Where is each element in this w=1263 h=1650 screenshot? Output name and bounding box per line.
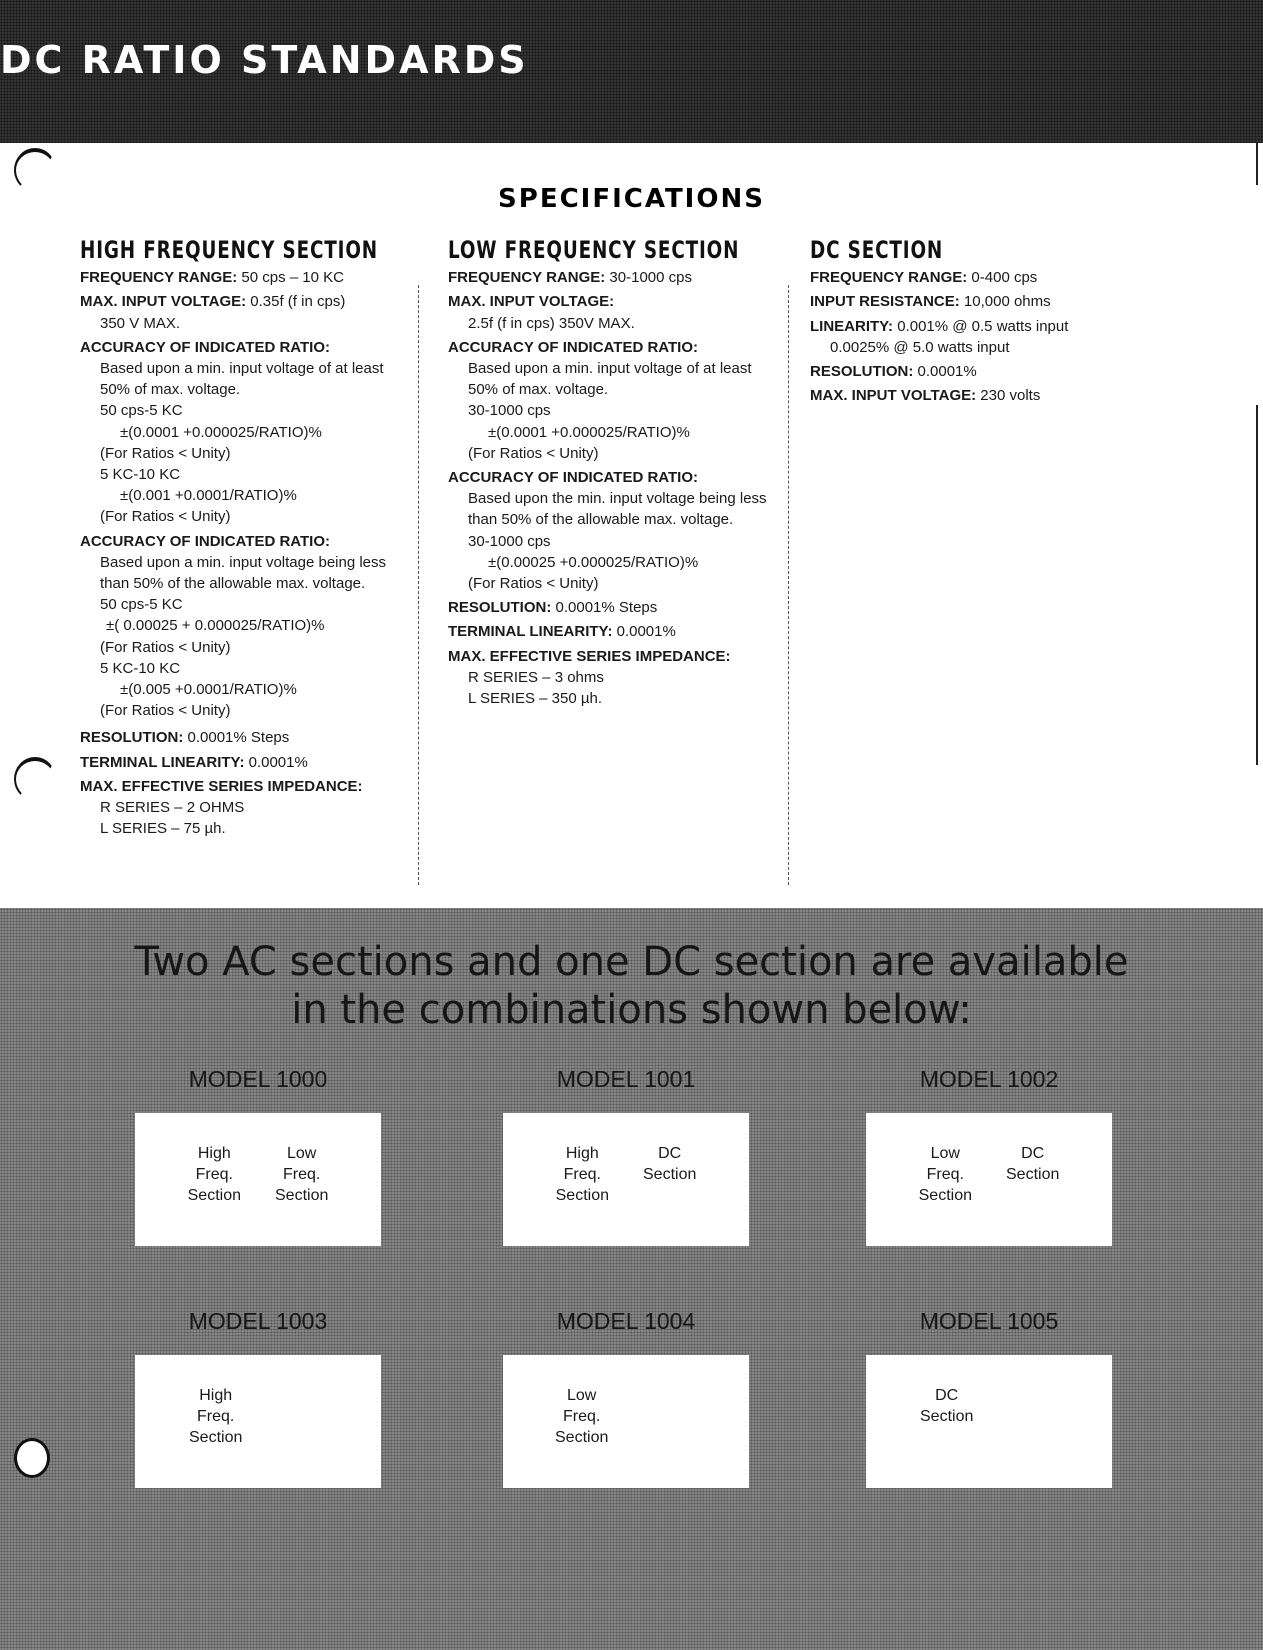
model-card xyxy=(503,1308,749,1488)
combinations-heading: Two AC sections and one DC section are available in the combinations shown below: xyxy=(134,939,1129,1033)
binder-hole-icon xyxy=(14,1438,50,1478)
low-frequency-section xyxy=(448,236,768,712)
model-card xyxy=(135,1066,381,1246)
section-label: Low Freq. Section xyxy=(918,1145,972,1204)
page-title: DC RATIO STANDARDS xyxy=(0,38,529,82)
model-box xyxy=(503,1113,749,1246)
spec-item: TERMINAL LINEARITY: 0.0001% xyxy=(448,623,676,641)
model-name: MODEL 1002 xyxy=(919,1066,1059,1092)
high-frequency-section xyxy=(80,236,400,842)
column-divider xyxy=(418,285,419,885)
section-title: HIGH FREQUENCY SECTION xyxy=(80,236,378,264)
spec-item: LINEARITY: 0.001% @ 0.5 watts input 0.0025% @ 5.0 watts input xyxy=(810,317,1069,356)
spec-item: RESOLUTION: 0.0001% Steps xyxy=(448,599,658,617)
model-name: MODEL 1005 xyxy=(919,1308,1059,1334)
spec-item: FREQUENCY RANGE: 30-1000 cps xyxy=(448,269,692,287)
column-divider xyxy=(788,285,789,885)
binder-hole-icon xyxy=(14,757,56,801)
spec-item: MAX. INPUT VOLTAGE: 2.5f (f in cps) 350V MAX. xyxy=(448,293,635,332)
page-edge-rule xyxy=(1256,405,1258,765)
section-label: High Freq. Section xyxy=(187,1145,241,1204)
model-box xyxy=(135,1113,381,1246)
spec-item: RESOLUTION: 0.0001% xyxy=(810,363,977,381)
spec-item: ACCURACY OF INDICATED RATIO: Based upon the min. input voltage being less than 50% of the allowable max. voltage. 30-1000 cps ±(0.00025 +0.000025/RATIO)% (For Ratios < Unity) xyxy=(448,469,767,593)
model-box xyxy=(866,1113,1112,1246)
section-title: DC SECTION xyxy=(810,236,944,264)
spec-item: ACCURACY OF INDICATED RATIO: Based upon a min. input voltage of at least 50% of max. voltage. 50 cps-5 KC ±(0.0001 +0.000025/RATIO)% (For Ratios < Unity) 5 KC-10 KC ±(0.001 +0.0001/RATIO)% (For Ratios < Unity) xyxy=(80,338,384,526)
section-label: Low Freq. Section xyxy=(555,1387,609,1446)
model-card xyxy=(866,1308,1112,1488)
section-label: DC Section xyxy=(643,1145,697,1183)
spec-item: RESOLUTION: 0.0001% Steps xyxy=(80,729,290,747)
model-name: MODEL 1003 xyxy=(188,1308,328,1334)
model-box xyxy=(135,1355,381,1488)
spec-item: ACCURACY OF INDICATED RATIO: Based upon a min. input voltage of at least 50% of max. voltage. 30-1000 cps ±(0.0001 +0.000025/RATIO)% (For Ratios < Unity) xyxy=(448,338,752,462)
section-label: DC Section xyxy=(1006,1145,1060,1183)
section-label: DC Section xyxy=(920,1387,974,1425)
spec-item: FREQUENCY RANGE: 0-400 cps xyxy=(810,269,1038,287)
specifications-heading: SPECIFICATIONS xyxy=(498,184,765,214)
page-edge-rule xyxy=(1256,143,1258,185)
section-title: LOW FREQUENCY SECTION xyxy=(448,236,740,264)
spec-item: MAX. EFFECTIVE SERIES IMPEDANCE: R SERIES – 2 OHMS L SERIES – 75 µh. xyxy=(80,777,363,838)
spec-item: ACCURACY OF INDICATED RATIO: Based upon a min. input voltage being less than 50% of the allowable max. voltage. 50 cps-5 KC ±( 0.00025 + 0.000025/RATIO)% (For Ratios < Unity) 5 KC-10 KC ±(0.005 +0.0001/RATIO)% (For Ratios < Unity) xyxy=(80,532,387,720)
model-card xyxy=(135,1308,381,1488)
spec-item: INPUT RESISTANCE: 10,000 ohms xyxy=(810,293,1051,311)
section-label: High Freq. Section xyxy=(189,1387,243,1446)
spec-item: MAX. INPUT VOLTAGE: 230 volts xyxy=(810,387,1041,405)
model-card xyxy=(866,1066,1112,1246)
section-label: High Freq. Section xyxy=(555,1145,609,1204)
model-name: MODEL 1001 xyxy=(556,1066,696,1092)
dc-section xyxy=(810,236,1150,409)
header-band xyxy=(0,0,1263,143)
model-card xyxy=(503,1066,749,1246)
spec-item: MAX. EFFECTIVE SERIES IMPEDANCE: R SERIES – 3 ohms L SERIES – 350 µh. xyxy=(448,647,731,708)
section-label: Low Freq. Section xyxy=(275,1145,329,1204)
spec-item: TERMINAL LINEARITY: 0.0001% xyxy=(80,753,308,771)
model-name: MODEL 1004 xyxy=(556,1308,696,1334)
model-box xyxy=(866,1355,1112,1488)
model-box xyxy=(503,1355,749,1488)
spec-item: FREQUENCY RANGE: 50 cps – 10 KC xyxy=(80,269,344,287)
model-combinations-panel xyxy=(0,908,1263,1650)
model-name: MODEL 1000 xyxy=(188,1066,328,1092)
spec-item: MAX. INPUT VOLTAGE: 0.35f (f in cps) 350 V MAX. xyxy=(80,293,346,332)
